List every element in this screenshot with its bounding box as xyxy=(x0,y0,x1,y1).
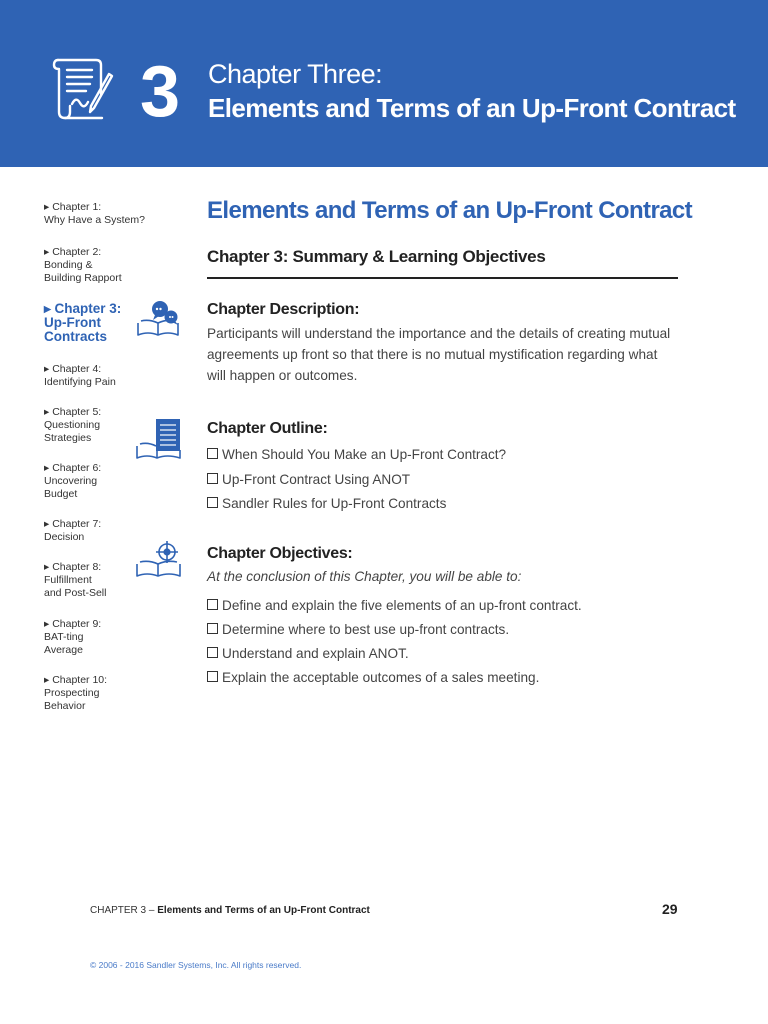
outline-item xyxy=(207,471,410,489)
outline-item-text: When Should You Make an Up-Front Contract? xyxy=(222,447,507,462)
toc-item-chapter-8[interactable] xyxy=(44,561,106,600)
toc-item-label: Budget xyxy=(44,488,78,500)
toc-item-number: ▸ Chapter 4: xyxy=(44,363,102,375)
objectives-intro: At the conclusion of this Chapter, you will be able to: xyxy=(207,569,522,584)
toc-item-chapter-10[interactable] xyxy=(44,674,107,713)
outline-item xyxy=(207,446,506,464)
toc-item-number: ▸ Chapter 2: xyxy=(44,246,102,258)
toc-item-chapter-6[interactable] xyxy=(44,462,101,501)
description-heading: Chapter Description: xyxy=(207,301,360,318)
toc-item-chapter-9[interactable] xyxy=(44,618,101,657)
toc-item-label: BAT-ting xyxy=(44,631,84,643)
toc-item-number: ▸ Chapter 1: xyxy=(44,201,102,213)
toc-item-label: Uncovering xyxy=(44,475,98,487)
toc-item-chapter-7[interactable] xyxy=(44,518,101,544)
outline-item-text: Sandler Rules for Up-Front Contracts xyxy=(222,496,447,511)
chapter-number: 3 xyxy=(140,52,181,132)
checkbox-icon[interactable] xyxy=(207,671,218,682)
toc-item-label: Identifying Pain xyxy=(44,376,116,388)
objectives-heading: Chapter Objectives: xyxy=(207,545,353,562)
toc-item-label: Bonding & xyxy=(44,259,93,271)
outline-item-text: Up-Front Contract Using ANOT xyxy=(222,472,411,487)
contract-document-icon xyxy=(50,54,118,124)
checkbox-icon[interactable] xyxy=(207,473,218,484)
toc-item-label: Why Have a System? xyxy=(44,214,145,226)
page-title: Elements and Terms of an Up-Front Contract xyxy=(207,197,693,224)
footer-chapter-title: Elements and Terms of an Up-Front Contract xyxy=(157,905,370,916)
book-list-icon xyxy=(134,416,184,462)
objective-item xyxy=(207,621,509,639)
objective-item-text: Understand and explain ANOT. xyxy=(222,646,409,661)
toc-item-label: and Post-Sell xyxy=(44,587,107,599)
checkbox-icon[interactable] xyxy=(207,497,218,508)
toc-item-label: Building Rapport xyxy=(44,272,122,284)
toc-item-label: Average xyxy=(44,644,83,656)
toc-item-label: Contracts xyxy=(44,329,108,344)
chapter-header-title: Elements and Terms of an Up-Front Contract xyxy=(208,93,736,123)
toc-item-number: ▸ Chapter 3: xyxy=(44,301,122,316)
toc-item-label: Strategies xyxy=(44,432,92,444)
checkbox-icon[interactable] xyxy=(207,647,218,658)
outline-item xyxy=(207,495,446,513)
page-number: 29 xyxy=(662,901,678,917)
objective-item xyxy=(207,645,409,663)
toc-item-number: ▸ Chapter 6: xyxy=(44,462,102,474)
toc-item-label: Fulfillment xyxy=(44,574,92,586)
objective-item-text: Define and explain the five elements of an up-front contract. xyxy=(222,598,582,613)
objective-item-text: Determine where to best use up-front contracts. xyxy=(222,622,510,637)
objective-item xyxy=(207,669,539,687)
copyright-notice: © 2006 - 2016 Sandler Systems, Inc. All rights reserved. xyxy=(90,960,302,970)
objective-item-text: Explain the acceptable outcomes of a sales meeting. xyxy=(222,670,540,685)
toc-item-number: ▸ Chapter 8: xyxy=(44,561,102,573)
toc-item-label: Questioning xyxy=(44,419,101,431)
toc-item-number: ▸ Chapter 9: xyxy=(44,618,102,630)
chapter-label: Chapter Three: xyxy=(208,59,383,89)
speech-bubbles-book-icon xyxy=(134,297,184,339)
toc-item-chapter-2[interactable] xyxy=(44,246,122,285)
page-subtitle: Chapter 3: Summary & Learning Objectives xyxy=(207,247,546,266)
toc-item-number: ▸ Chapter 10: xyxy=(44,674,108,686)
toc-item-number: ▸ Chapter 5: xyxy=(44,406,102,418)
chapter-header xyxy=(0,0,768,167)
toc-item-chapter-5[interactable] xyxy=(44,406,101,445)
outline-heading: Chapter Outline: xyxy=(207,420,328,437)
toc-item-label: Prospecting xyxy=(44,687,100,699)
toc-item-label: Behavior xyxy=(44,700,86,712)
toc-item-chapter-4[interactable] xyxy=(44,363,116,389)
toc-item-chapter-3[interactable] xyxy=(44,302,121,344)
toc-item-label: Decision xyxy=(44,531,85,543)
description-text: Participants will understand the importance and the details of creating mutual agreements up front so that there is no mutual mystification regarding what will happen or outcomes. xyxy=(207,326,671,383)
toc-item-chapter-1[interactable] xyxy=(44,201,145,227)
footer-running-title xyxy=(90,905,370,916)
objective-item xyxy=(207,597,582,615)
toc-item-number: ▸ Chapter 7: xyxy=(44,518,102,530)
target-book-icon xyxy=(134,540,184,580)
checkbox-icon[interactable] xyxy=(207,623,218,634)
footer-chapter-prefix: CHAPTER 3 – xyxy=(90,905,158,916)
divider xyxy=(207,277,678,279)
checkbox-icon[interactable] xyxy=(207,448,218,459)
toc-item-label: Up-Front xyxy=(44,315,101,330)
checkbox-icon[interactable] xyxy=(207,599,218,610)
